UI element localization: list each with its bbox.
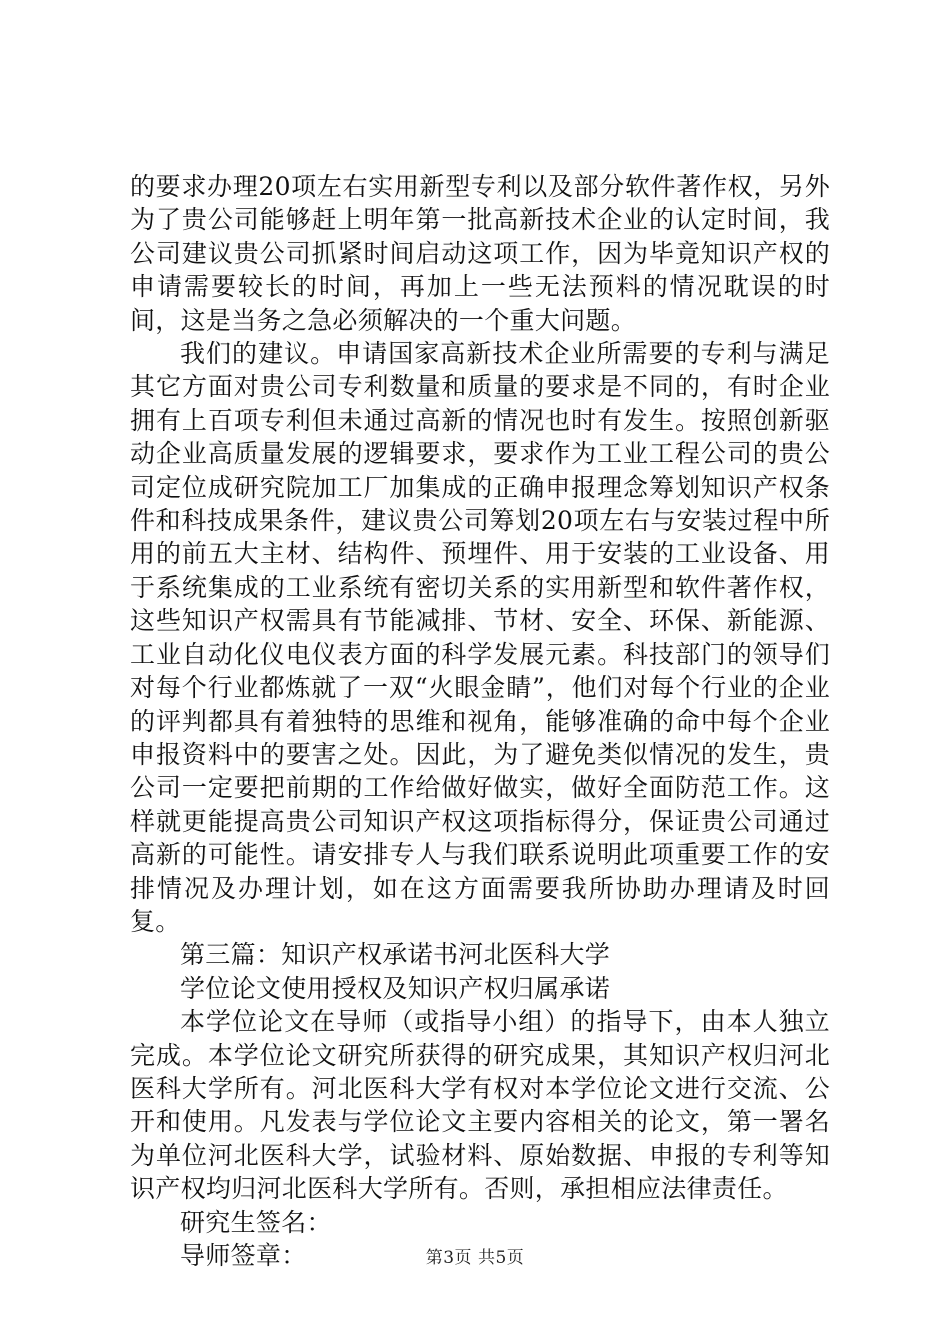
chapter-heading: 第三篇：知识产权承诺书河北医科大学 (180, 940, 611, 970)
sub-heading: 学位论文使用授权及知识产权归属承诺 (180, 973, 611, 1003)
page-indicator: 第3页 共5页 (425, 1248, 525, 1268)
suggestion-paragraph: 我们的建议。申请国家高新技术企业所需要的专利与满足其它方面对贵公司专利数量和质量的要求是不同的，有时企业拥有上百项专利但未通过高新的情况也时有发生。按照创新驱动企业高质量发展的逻辑要求，要求作为工业工程公司的贵公司定位成研究院加工厂加集成的正确申报理念筹划知识产权条件和科技成果条件，建议贵公司筹划20项左右与安装过程中所用的前五大主材、结构件、预埋件、用于安装的工业设备、用于系统集成的工业系统有密切关系的实用新型和软件著作权，这些知识产权需具有节能减排、节材、安全、环保、新能源、工业自动化仪电仪表方面的科学发展元素。科技部门的领导们对每个行业都炼就了一双“火眼金睛”，他们对每个行业的企业的评判都具有着独特的思维和视角，能够准确的命中每个企业申报资料中的要害之处。因此，为了避免类似情况的发生，贵公司一定要把前期的工作给做好做实，做好全面防范工作。这样就更能提高贵公司知识产权这项指标得分，保证贵公司通过高新的可能性。请安排专人与我们联系说明此项重要工作的安排情况及办理计划，如在这方面需要我所协助办理请及时回复。 (130, 339, 830, 936)
commitment-paragraph: 本学位论文在导师（或指导小组）的指导下，由本人独立完成。本学位论文研究所获得的研究成果，其知识产权归河北医科大学所有。河北医科大学有权对本学位论文进行交流、公开和使用。凡发表与学位论文主要内容相关的论文，第一署名为单位河北医科大学，试验材料、原始数据、申报的专利等知识产权均归河北医科大学所有。否则，承担相应法律责任。 (130, 1007, 830, 1204)
student-signature-line: 研究生签名： (180, 1207, 332, 1237)
document-body (130, 170, 830, 1272)
page-footer (0, 1243, 950, 1268)
continuation-paragraph: 的要求办理20项左右实用新型专利以及部分软件著作权，另外为了贵公司能够赶上明年第一批高新技术企业的认定时间，我公司建议贵公司抓紧时间启动这项工作，因为毕竟知识产权的申请需要较长的时间，再加上一些无法预料的情况耽误的时间，这是当务之急必须解决的一个重大问题。 (130, 172, 830, 335)
advisor-signature-line: 导师签章： (180, 1241, 307, 1270)
